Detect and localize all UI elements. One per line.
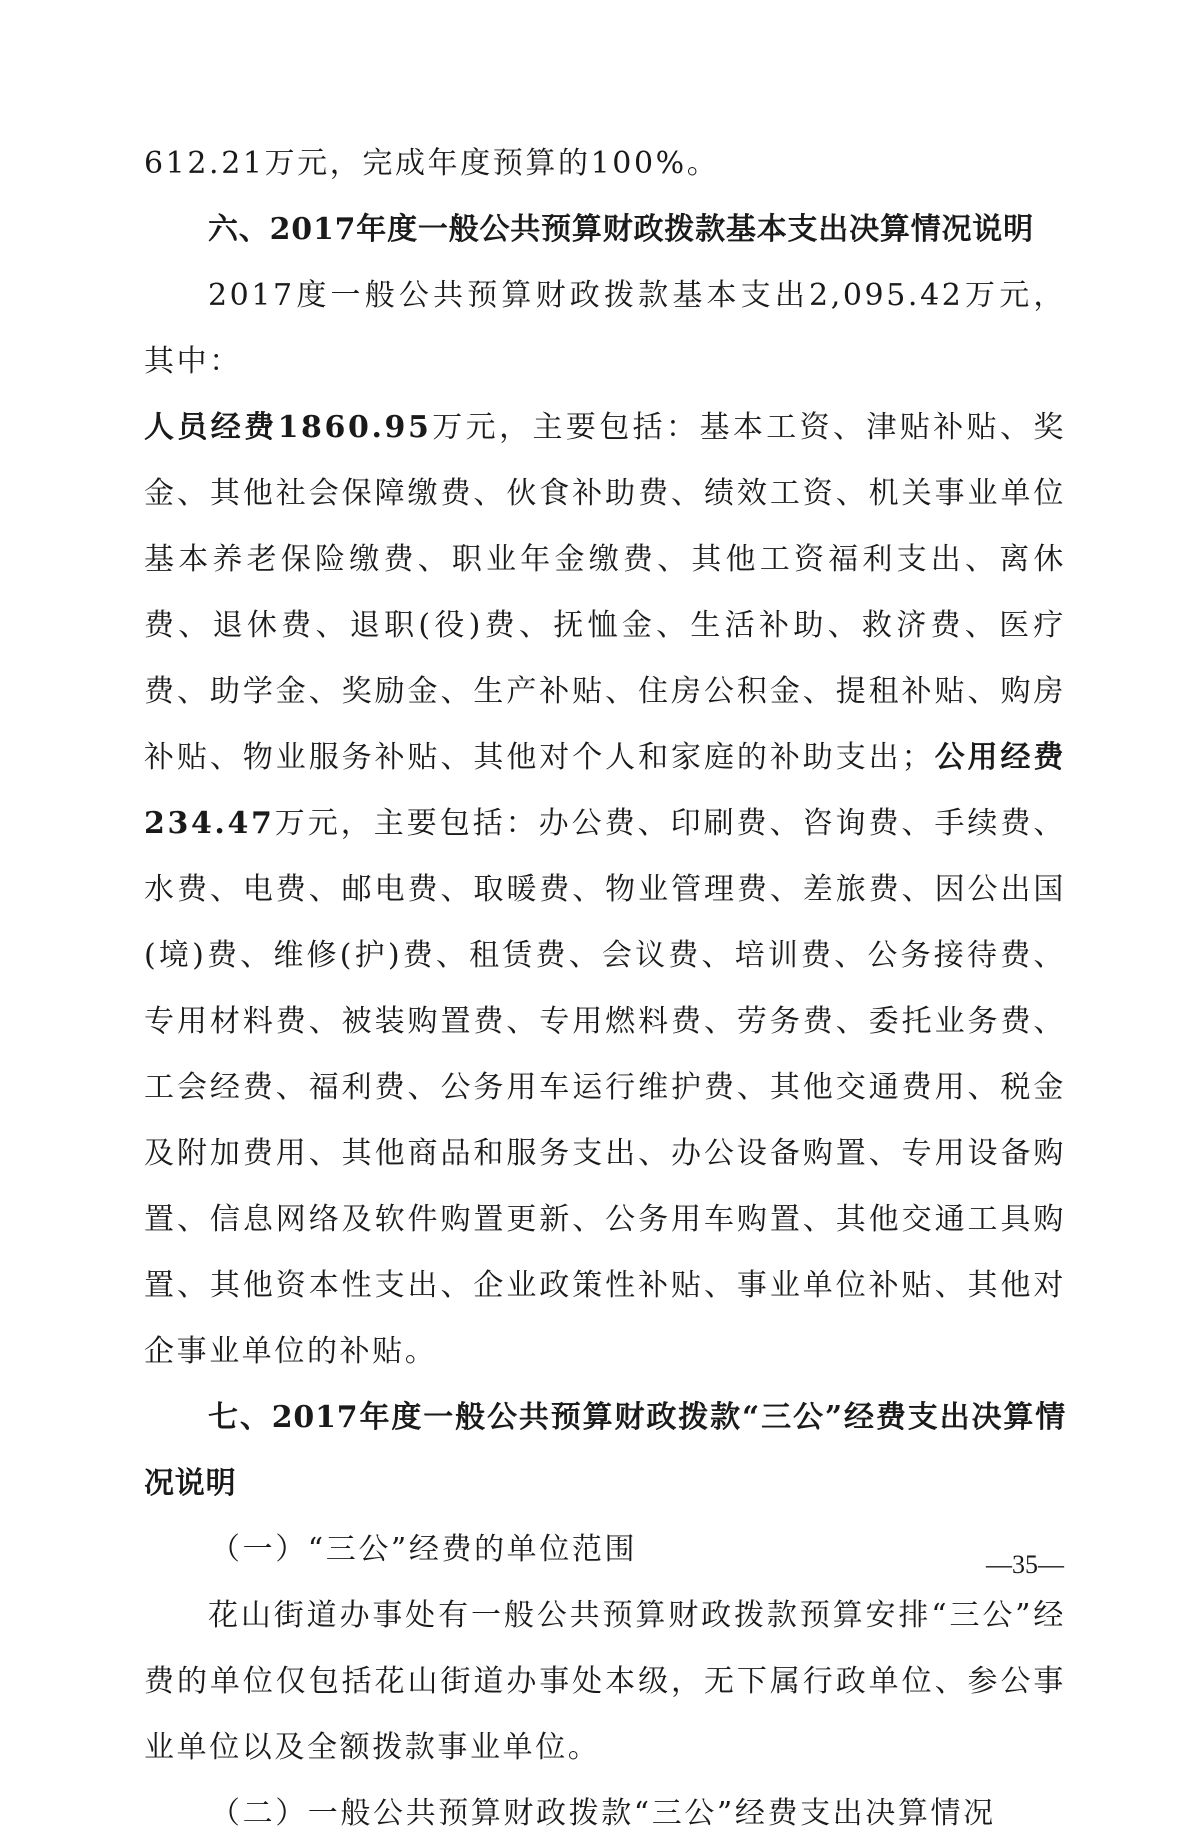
heading-section-7: 七、2017年度一般公共预算财政拨款“三公”经费支出决算情况说明 [144,1400,1066,1501]
public-expense-text: 万元，主要包括：办公费、印刷费、咨询费、手续费、水费、电费、邮电费、取暖费、物业管理费、差旅费、因公出国(境)费、维修(护)费、租赁费、会议费、培训费、公务接待费、专用材料费、被装购置费、专用燃料费、劳务费、委托业务费、工会经费、福利费、公务用车运行维护费、其他交通费用、税金及附加费用、其他商品和服务支出、办公设备购置、专用设备购置、信息网络及软件购置更新、公务用车购置、其他交通工具购置、其他资本性支出、企业政策性补贴、事业单位补贴、其他对企事业单位的补贴。 [144,806,1066,1369]
paragraph-budget-completion: 612.21万元，完成年度预算的100%。 [144,146,720,181]
heading-section-6: 六、2017年度一般公共预算财政拨款基本支出决算情况说明 [208,212,1034,247]
page-number: —35— [986,1550,1064,1579]
paragraph-expenditure-details [144,395,1066,1385]
paragraph-basic-expenditure-intro: 2017度一般公共预算财政拨款基本支出2,095.42万元，其中： [144,278,1066,379]
subheading-three-public-expenses: （二）一般公共预算财政拨款“三公”经费支出决算情况 [210,1796,996,1831]
document-body [144,131,1066,1847]
subheading-scope: （一）“三公”经费的单位范围 [210,1532,638,1567]
public-expense-label: 公用经费234.47 [144,740,1066,841]
paragraph-scope: 花山街道办事处有一般公共预算财政拨款预算安排“三公”经费的单位仅包括花山街道办事处本级，无下属行政单位、参公事业单位以及全额拨款事业单位。 [144,1598,1066,1765]
personnel-expense-text: 万元，主要包括：基本工资、津贴补贴、奖金、其他社会保障缴费、伙食补助费、绩效工资、机关事业单位基本养老保险缴费、职业年金缴费、其他工资福利支出、离休费、退休费、退职(役)费、抚恤金、生活补助、救济费、医疗费、助学金、奖励金、生产补贴、住房公积金、提租补贴、购房补贴、物业服务补贴、其他对个人和家庭的补助支出； [144,410,1066,775]
personnel-expense-label: 人员经费1860.95 [144,410,432,445]
